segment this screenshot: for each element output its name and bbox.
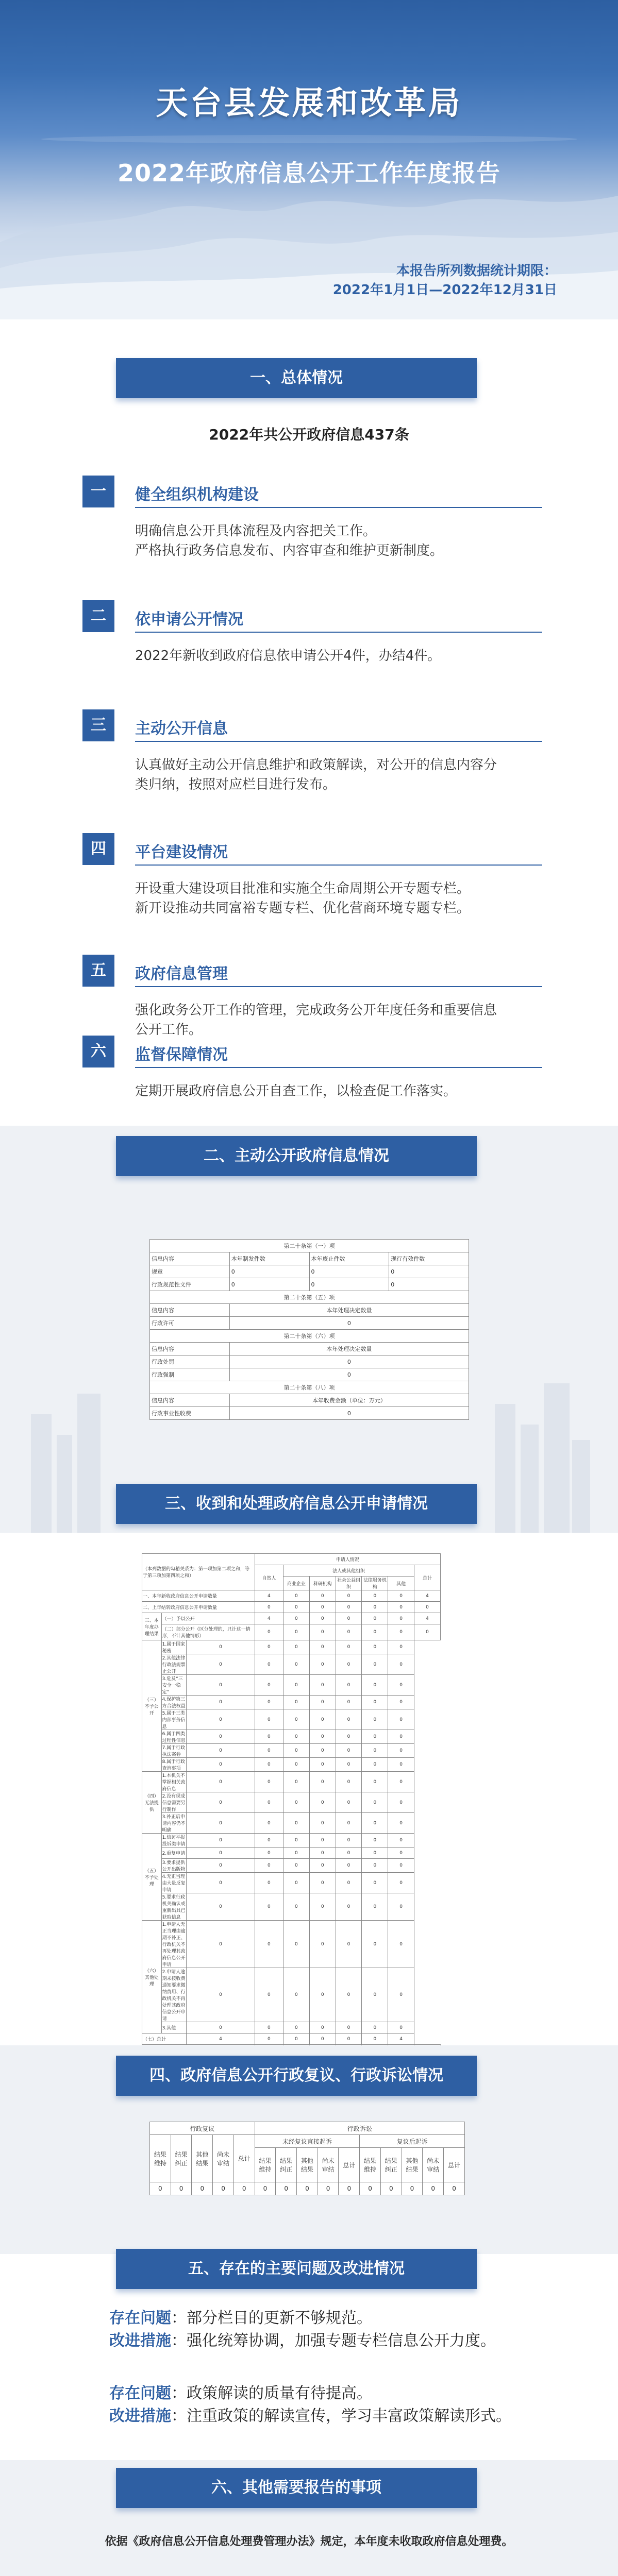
- table-header-row: 信息内容 本年收费金额（单位：万元）: [150, 1394, 469, 1407]
- improvement-entry: 改进措施：注重政策的解读宣传，学习丰富政策解读形式。: [109, 2407, 511, 2425]
- section-6-banner: 六、其他需要报告的事项: [116, 2468, 477, 2508]
- table-row: 2.重复申请 0 0 0 0 0 0 0: [142, 1848, 441, 1859]
- table-header-row: 信息内容 本年处理决定数量: [150, 1304, 469, 1317]
- admin-review-header: 行政复议: [150, 2122, 255, 2135]
- table-row: （六）其他处理 1.申请人无正当理由逾期不补正、行政机关不再处理其政府信息公开申请 0 0 0 0 0 0 0: [142, 1921, 441, 1968]
- problem-entry: 存在问题：政策解读的质量有待提高。: [109, 2384, 372, 2402]
- stat-period-value: 2022年1月1日—2022年12月31日: [332, 282, 557, 298]
- report-org-title: 天台县发展和改革局: [156, 84, 462, 122]
- table-row: 4.保护第三方合法权益 0 0 0 0 0 0 0: [142, 1696, 441, 1709]
- item-text: 开设重大建设项目批准和实施全生命周期公开专题专栏。 新开设推动共同富裕专题专栏、优化营商环境专题专栏。: [135, 881, 471, 916]
- table-header-row: 信息内容 本年制发件数 本年废止件数 现行有效件数: [150, 1252, 469, 1265]
- item-title: 健全组织机构建设: [135, 486, 259, 504]
- item-text: 强化政务公开工作的管理，完成政务公开年度任务和重要信息 公开工作。: [135, 1003, 497, 1038]
- section-3-banner: 三、收到和处理政府信息公开申请情况: [116, 1484, 477, 1524]
- item-text: 2022年新收到政府信息依申请公开4件，办结4件。: [135, 648, 441, 664]
- applicant-header: 申请人情况: [255, 1554, 440, 1565]
- item-divider: [135, 632, 542, 633]
- table-row: 3.要求提供公开出版物 0 0 0 0 0 0 0: [142, 1859, 441, 1873]
- table-row: 0 0 0 0 0 0 0 0 0 0 0 0 0 0 0: [150, 2182, 465, 2195]
- natural-person-header: 自然人: [255, 1565, 283, 1590]
- item-divider: [135, 741, 542, 742]
- table-row: 行政规范性文件 0 0 0: [150, 1278, 469, 1291]
- application-handling-table: [142, 1553, 441, 2056]
- section-4-banner: 四、政府信息公开行政复议、行政诉讼情况: [116, 2056, 477, 2096]
- table-row: 3.补正后申请内容仍不明确 0 0 0 0 0 0 0: [142, 1813, 441, 1834]
- item-number: 三: [82, 709, 114, 741]
- table-row: 3.危及“三安全一稳定” 0 0 0 0 0 0 0: [142, 1675, 441, 1696]
- legal-entity-header: 法人或其他组织: [283, 1565, 414, 1577]
- result-subgroup-label: （四）无法提供: [142, 1772, 162, 1834]
- table-header-row: 信息内容 本年处理决定数量: [150, 1343, 469, 1355]
- table-section-title: 第二十条第（一）项: [150, 1240, 469, 1252]
- item-title: 政府信息管理: [135, 965, 228, 983]
- table-header-row: 商业企业 科研机构 社会公益组织 法律服务机构 其他: [142, 1577, 441, 1590]
- table-row: 行政许可 0: [150, 1317, 469, 1330]
- item-title: 监督保障情况: [135, 1046, 228, 1064]
- item-number: 一: [82, 476, 114, 507]
- result-group-label: 三、本年度办理结果: [142, 1613, 162, 1640]
- table-row: 3.其他 0 0 0 0 0 0 0: [142, 2022, 441, 2033]
- table-row: 2.没有现成信息需要另行制作 0 0 0 0 0 0 0: [142, 1792, 441, 1813]
- item-text: 认真做好主动公开信息维护和政策解读，对公开的信息内容分 类归纳，按照对应栏目进行发布。: [135, 757, 497, 792]
- table-row: 5.要求行政机关确认或重新出具已获取信息 0 0 0 0 0 0 0: [142, 1893, 441, 1921]
- section-1-banner: 一、总体情况: [116, 358, 477, 398]
- item-divider: [135, 986, 542, 987]
- item-number: 二: [82, 600, 114, 632]
- table-row: 2.申请人逾期未按收费通知要求缴纳费用、行政机关不再处理其政府信息公开申请 0 0 0 0 0 0 0: [142, 1968, 441, 2022]
- table-row: 规章 0 0 0: [150, 1265, 469, 1278]
- header-banner: [0, 0, 618, 319]
- table-row: 5.属于三类内部事务信息 0 0 0 0 0 0 0: [142, 1709, 441, 1730]
- item-divider: [135, 507, 542, 508]
- table-row: （四）无法提供 1.本机关不掌握相关政府信息 0 0 0 0 0 0 0: [142, 1772, 441, 1792]
- item-title: 依申请公开情况: [135, 611, 243, 629]
- table-row: 行政事业性收费 0: [150, 1407, 469, 1420]
- table-row: 4.无正当理由大量反复申请 0 0 0 0 0 0 0: [142, 1873, 441, 1893]
- review-litigation-table: 行政复议 行政诉讼 结果维持 结果纠正 其他结果 尚未审结 总计 未经复议直接起诉 复议后起诉 结果维持 结果纠正 其他结果 尚未审结 总计 结果维持 结果纠正 其他结果 尚未审结 总计 0 0 0 0 0 0 0 0 0 0 0 0 0 0 0: [149, 2122, 465, 2195]
- table-row: 8.属于行政查询事项 0 0 0 0 0 0 0: [142, 1758, 441, 1772]
- result-subgroup-label: （三）不予公开: [142, 1640, 162, 1772]
- table-section-title: 第二十条第（五）项: [150, 1291, 469, 1304]
- item-text: 明确信息公开具体流程及内容把关工作。 严格执行政务信息发布、内容审查和维护更新制度。: [135, 523, 444, 558]
- stat-period-label: 本报告所列数据统计期限：: [396, 263, 557, 279]
- table-row: 二、上年结转政府信息公开申请数量 0 0 0 0 0 0 0: [142, 1602, 441, 1613]
- table-row: 7.属于行政执法案卷 0 0 0 0 0 0 0: [142, 1744, 441, 1758]
- table-row: 2.其他法律行政法规禁止公开 0 0 0 0 0 0 0: [142, 1654, 441, 1675]
- item-title: 主动公开信息: [135, 720, 228, 738]
- item-text: 定期开展政府信息公开自查工作，以检查促工作落实。: [135, 1083, 457, 1099]
- table-row: （五）不予处理 1.信访举报投诉类申请 0 0 0 0 0 0 0: [142, 1834, 441, 1848]
- problem-entry: 存在问题：部分栏目的更新不够规范。: [109, 2309, 372, 2327]
- section-5-banner: 五、存在的主要问题及改进情况: [116, 2249, 477, 2289]
- table-section-title: 第二十条第（六）项: [150, 1330, 469, 1343]
- total-published: 2022年共公开政府信息437条: [209, 426, 409, 443]
- table-section-title: 第二十条第（八）项: [150, 1381, 469, 1394]
- result-subgroup-label: （五）不予处理: [142, 1834, 162, 1921]
- item-title: 平台建设情况: [135, 843, 228, 861]
- table-row: （七）总计 4 0 0 0 0 0 4: [142, 2033, 441, 2045]
- table-corner-note: （本列数据的勾稽关系为：第一项加第二项之和，等于第三项加第四项之和）: [142, 1554, 255, 1590]
- item-divider: [135, 1067, 542, 1068]
- total-header: 总计: [414, 1565, 441, 1590]
- section-2-banner: 二、主动公开政府信息情况: [116, 1136, 477, 1176]
- table-row: （三）不予公开 1.属于国家秘密 0 0 0 0 0 0 0: [142, 1640, 441, 1654]
- report-subtitle: 2022年政府信息公开工作年度报告: [117, 159, 501, 187]
- table-row: （二）部分公开（区分处理的，只计这一情形，不计其他情形） 0 0 0 0 0 0 0: [142, 1624, 441, 1640]
- table-row: 6.属于四类过程性信息 0 0 0 0 0 0 0: [142, 1730, 441, 1744]
- table-row: 行政处罚 0: [150, 1355, 469, 1368]
- item-number: 五: [82, 955, 114, 987]
- admin-litigation-header: 行政诉讼: [255, 2122, 464, 2135]
- item-divider: [135, 865, 542, 866]
- active-disclosure-table: [149, 1239, 469, 1420]
- table-row: 行政强制 0: [150, 1368, 469, 1381]
- improvement-entry: 改进措施：强化统筹协调，加强专题专栏信息公开力度。: [109, 2332, 496, 2350]
- other-matters-text: 依据《政府信息公开信息处理费管理办法》规定，本年度未收取政府信息处理费。: [105, 2535, 513, 2548]
- item-number: 六: [82, 1036, 114, 1067]
- table-row: 一、本年新收政府信息公开申请数量 4 0 0 0 0 0 4: [142, 1590, 441, 1602]
- item-number: 四: [82, 833, 114, 865]
- table-header-row: 结果维持 结果纠正 其他结果 尚未审结 总计 结果维持 结果纠正 其他结果 尚未审结 总计: [150, 2148, 465, 2182]
- result-subgroup-label: （六）其他处理: [142, 1921, 162, 2033]
- table-row: 三、本年度办理结果 （一）予以公开 4 0 0 0 0 0 4: [142, 1613, 441, 1624]
